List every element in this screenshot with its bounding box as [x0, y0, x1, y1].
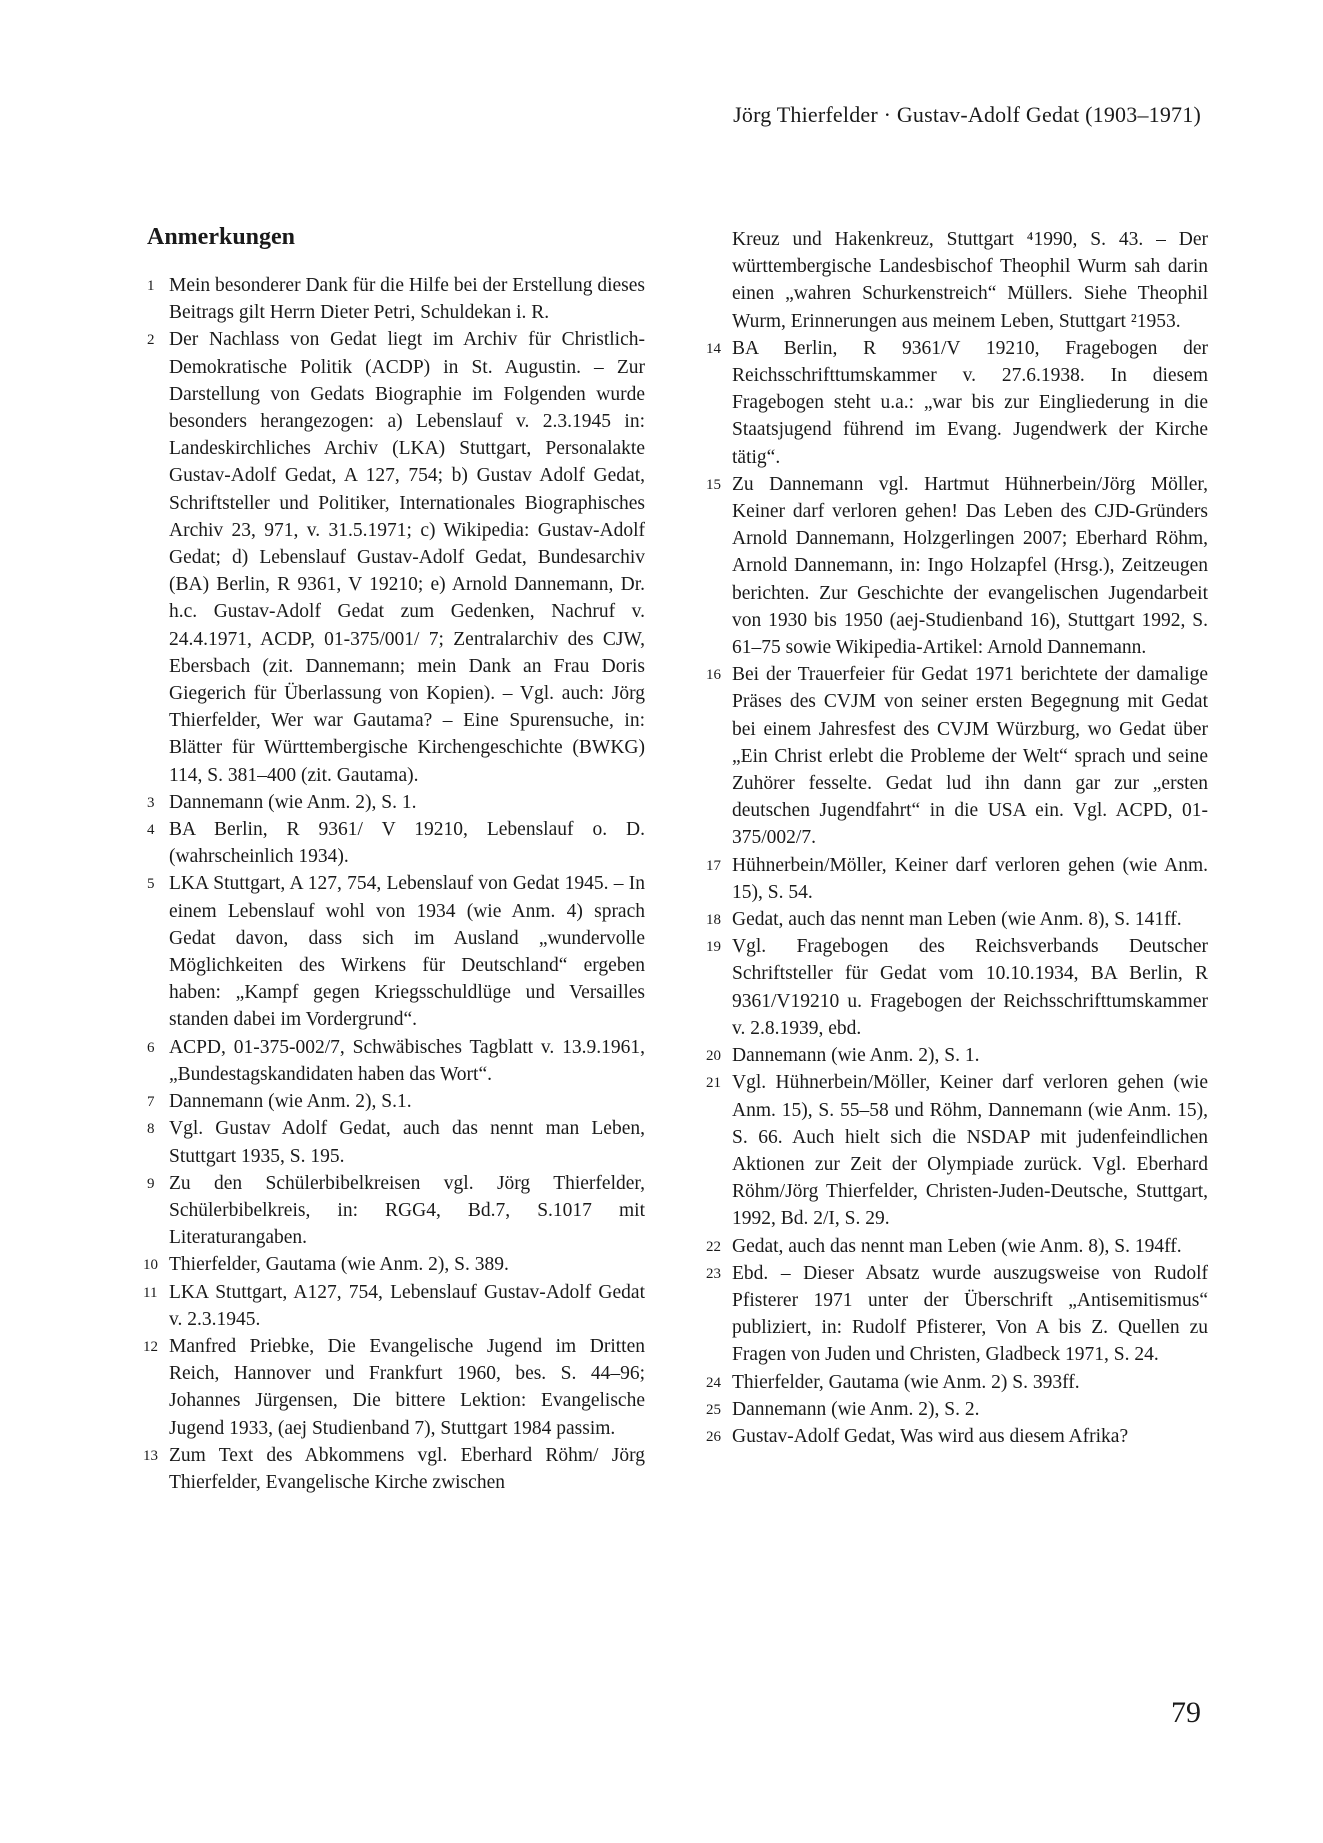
footnote — [706, 471, 1208, 661]
footnote-text: Der Nachlass von Gedat liegt im Archiv für Christlich-Demokratische Politik (ACDP) in St. Augustin. – Zur Darstellung von Gedats Biographie im Folgenden wurde besonders herangezogen: a) Lebenslauf v. 2.3.1945 in: Landeskirchliches Archiv (LKA) Stuttgart, Personalakte Gustav-Adolf Gedat, A 127, 754; b) Gustav Adolf Gedat, Schriftsteller und Politiker, Internationales Biographisches Archiv 23, 971, v. 31.5.1971; c) Wikipedia: Gustav-Adolf Gedat; d) Lebenslauf Gustav-Adolf Gedat, Bundesarchiv (BA) Berlin, R 9361, V 19210; e) Arnold Dannemann, Dr. h.c. Gustav-Adolf Gedat zum Gedenken, Nachruf v. 24.4.1971, ACDP, 01-375/001/ 7; Zentralarchiv des CJW, Ebersbach (zit. Dannemann; mein Dank an Frau Doris Giegerich für Überlassung von Kopien). – Vgl. auch: Jörg Thierfelder, Wer war Gautama? – Eine Spurensuche, in: Blätter für Württembergische Kirchengeschichte (BWKG) 114, S. 381–400 (zit. Gautama). — [169, 329, 645, 786]
footnote — [147, 789, 645, 816]
footnote-text: Thierfelder, Gautama (wie Anm. 2), S. 389. — [169, 1254, 509, 1276]
footnote — [706, 1396, 1208, 1423]
footnote-text: Gustav-Adolf Gedat, Was wird aus diesem Afrika? — [732, 1425, 1129, 1447]
footnote-text: Dannemann (wie Anm. 2), S. 1. — [732, 1045, 980, 1067]
footnote — [706, 933, 1208, 1042]
footnote — [147, 1034, 645, 1088]
footnote-text: Dannemann (wie Anm. 2), S.1. — [169, 1091, 412, 1113]
footnote-number: 10 — [143, 1257, 158, 1274]
footnote-number: 12 — [143, 1338, 158, 1355]
footnote-number: 11 — [143, 1284, 158, 1301]
footnote-number: 14 — [706, 340, 721, 357]
footnote-text: Bei der Trauerfeier für Gedat 1971 berichtete der damalige Präses des CVJM von seiner ersten Begegnung mit Gedat bei einem Jahresfest des CVJM Würzburg, wo Gedat über „Ein Christ erlebt die Probleme der Welt“ sprach und seine Zuhörer fesselte. Gedat lud ihn dann gar zur „ersten deutschen Jugendfahrt“ in die USA ein. Vgl. ACPD, 01-375/002/7. — [732, 664, 1208, 849]
footnote — [706, 1423, 1208, 1450]
footnote-number: 16 — [706, 667, 721, 684]
footnote-text: Vgl. Gustav Adolf Gedat, auch das nennt man Leben, Stuttgart 1935, S. 195. — [169, 1118, 645, 1167]
footnote-number: 4 — [147, 822, 155, 839]
footnote — [147, 870, 645, 1033]
footnote-text: Thierfelder, Gautama (wie Anm. 2) S. 393ff. — [732, 1371, 1080, 1393]
footnote-text: Vgl. Fragebogen des Reichsverbands Deutscher Schriftsteller für Gedat vom 10.10.1934, BA Berlin, R 9361/V19210 u. Fragebogen der Reichsschrifttumskammer v. 2.8.1939, ebd. — [732, 936, 1208, 1039]
footnote-text: Hühnerbein/Möller, Keiner darf verloren gehen (wie Anm. 15), S. 54. — [732, 854, 1208, 903]
footnote-number: 9 — [147, 1175, 155, 1192]
footnote-number: 1 — [147, 278, 155, 294]
footnote — [147, 272, 645, 326]
footnote-text: Gedat, auch das nennt man Leben (wie Anm. 8), S. 141ff. — [732, 909, 1182, 931]
footnote-number: 8 — [147, 1121, 155, 1138]
footnote-number: 25 — [706, 1401, 721, 1418]
footnote-number: 15 — [706, 476, 721, 493]
footnote — [706, 1042, 1208, 1069]
footnote-text: Dannemann (wie Anm. 2), S. 2. — [732, 1398, 980, 1420]
footnotes-left-column — [143, 272, 645, 1496]
footnote-number: 22 — [706, 1238, 721, 1255]
footnote-text: Kreuz und Hakenkreuz, Stuttgart ⁴1990, S. 43. – Der württembergische Landesbischof Theophil Wurm sah darin einen „wahren Schurkenstreich“ Müllers. Siehe Theophil Wurm, Erinnerungen aus meinem Leben, Stuttgart ²1953. — [732, 229, 1208, 332]
footnotes-right-column — [706, 226, 1208, 1450]
footnote-text: Zum Text des Abkommens vgl. Eberhard Röhm/ Jörg Thierfelder, Evangelische Kirche zwischen — [169, 1444, 645, 1493]
footnote — [706, 335, 1208, 471]
footnote-number: 26 — [706, 1428, 721, 1445]
footnote-continuation — [710, 226, 1208, 335]
section-heading: Anmerkungen — [147, 224, 296, 250]
footnote — [706, 1069, 1208, 1232]
footnote-text: Zu den Schülerbibelkreisen vgl. Jörg Thierfelder, Schülerbibelkreis, in: RGG4, Bd.7, S.1017 mit Literaturangaben. — [169, 1172, 645, 1249]
page-number: 79 — [1171, 1696, 1201, 1729]
footnote-number: 5 — [147, 876, 155, 893]
footnote-text: Zu Dannemann vgl. Hartmut Hühnerbein/Jörg Möller, Keiner darf verloren gehen! Das Leben des CJD-Gründers Arnold Dannemann, Holzgerlingen 2007; Eberhard Röhm, Arnold Dannemann, in: Ingo Holzapfel (Hrsg.), Zeitzeugen berichten. Zur Geschichte der evangelischen Jugendarbeit von 1930 bis 1950 (aej-Studienband 16), Stuttgart 1992, S. 61–75 sowie Wikipedia-Artikel: Arnold Dannemann. — [732, 473, 1208, 659]
footnote — [143, 1442, 645, 1496]
footnote — [143, 1279, 645, 1333]
footnote-number: 21 — [706, 1075, 721, 1092]
footnote-text: ACPD, 01-375-002/7, Schwäbisches Tagblatt v. 13.9.1961, „Bundestagskandidaten haben das Wort“. — [169, 1036, 645, 1085]
footnote — [143, 1251, 645, 1278]
footnote — [147, 816, 645, 870]
footnote — [147, 1170, 645, 1252]
footnote-number: 24 — [706, 1374, 721, 1391]
footnote-number: 3 — [147, 794, 155, 811]
footnote-text: Mein besonderer Dank für die Hilfe bei der Erstellung dieses Beitrags gilt Herrn Dieter Petri, Schuldekan i. R. — [169, 275, 645, 324]
footnote-text: LKA Stuttgart, A 127, 754, Lebenslauf von Gedat 1945. – In einem Lebenslauf wohl von 1934 (wie Anm. 4) sprach Gedat davon, dass sich im Ausland „wundervolle Möglichkeiten des Wirkens für Deutschland“ ergeben haben: „Kampf gegen Kriegsschuldlüge und Versailles standen dabei im Vordergrund“. — [169, 873, 645, 1031]
footnote-text: Manfred Priebke, Die Evangelische Jugend im Dritten Reich, Hannover und Frankfurt 1960, bes. S. 44–96; Johannes Jürgensen, Die bittere Lektion: Evangelische Jugend 1933, (aej Studienband 7), Stuttgart 1984 passim. — [169, 1335, 645, 1439]
footnote-number: 18 — [706, 912, 721, 929]
footnote-text: Dannemann (wie Anm. 2), S. 1. — [169, 791, 417, 813]
footnote-text: LKA Stuttgart, A127, 754, Lebenslauf Gustav-Adolf Gedat v. 2.3.1945. — [169, 1281, 645, 1330]
footnote — [706, 906, 1208, 933]
footnote-text: BA Berlin, R 9361/ V 19210, Lebenslauf o. D. (wahrscheinlich 1934). — [169, 819, 645, 868]
footnote — [147, 326, 645, 788]
footnote — [147, 1115, 645, 1169]
footnote — [706, 852, 1208, 906]
footnote — [147, 1088, 645, 1115]
footnote-text: Vgl. Hühnerbein/Möller, Keiner darf verloren gehen (wie Anm. 15), S. 55–58 und Röhm, Dannemann (wie Anm. 15), S. 66. Auch hielt sich die NSDAP mit judenfeindlichen Aktionen zur Zeit der Olympiade zurück. Vgl. Eberhard Röhm/Jörg Thierfelder, Christen-Juden-Deutsche, Stuttgart, 1992, Bd. 2/I, S. 29. — [732, 1072, 1208, 1230]
footnote-number: 19 — [706, 939, 721, 956]
footnote — [706, 1233, 1208, 1260]
running-head: Jörg Thierfelder · Gustav-Adolf Gedat (1903–1971) — [733, 102, 1201, 127]
footnote — [706, 1369, 1208, 1396]
footnote — [706, 661, 1208, 851]
footnote — [706, 1260, 1208, 1369]
footnote-number: 13 — [143, 1447, 158, 1464]
footnote-number: 2 — [147, 332, 155, 349]
footnote-number: 20 — [706, 1048, 721, 1065]
footnote-number: 7 — [147, 1094, 155, 1111]
footnote-text: BA Berlin, R 9361/V 19210, Fragebogen der Reichsschrifttumskammer v. 27.6.1938. In diesem Fragebogen steht u.a.: „war bis zur Eingliederung in die Staatsjugend führend im Evang. Jugendwerk der Kirche tätig“. — [732, 337, 1208, 468]
footnote-number: 23 — [706, 1265, 721, 1282]
footnote — [143, 1333, 645, 1442]
footnote-text: Gedat, auch das nennt man Leben (wie Anm. 8), S. 194ff. — [732, 1235, 1182, 1257]
footnote-number: 17 — [706, 857, 721, 874]
footnote-text: Ebd. – Dieser Absatz wurde auszugsweise von Rudolf Pfisterer 1971 unter der Überschrift „Antisemitismus“ publiziert, in: Rudolf Pfisterer, Von A bis Z. Quellen zu Fragen von Juden und Christen, Gladbeck 1971, S. 24. — [732, 1262, 1208, 1366]
footnote-number: 6 — [147, 1039, 155, 1056]
